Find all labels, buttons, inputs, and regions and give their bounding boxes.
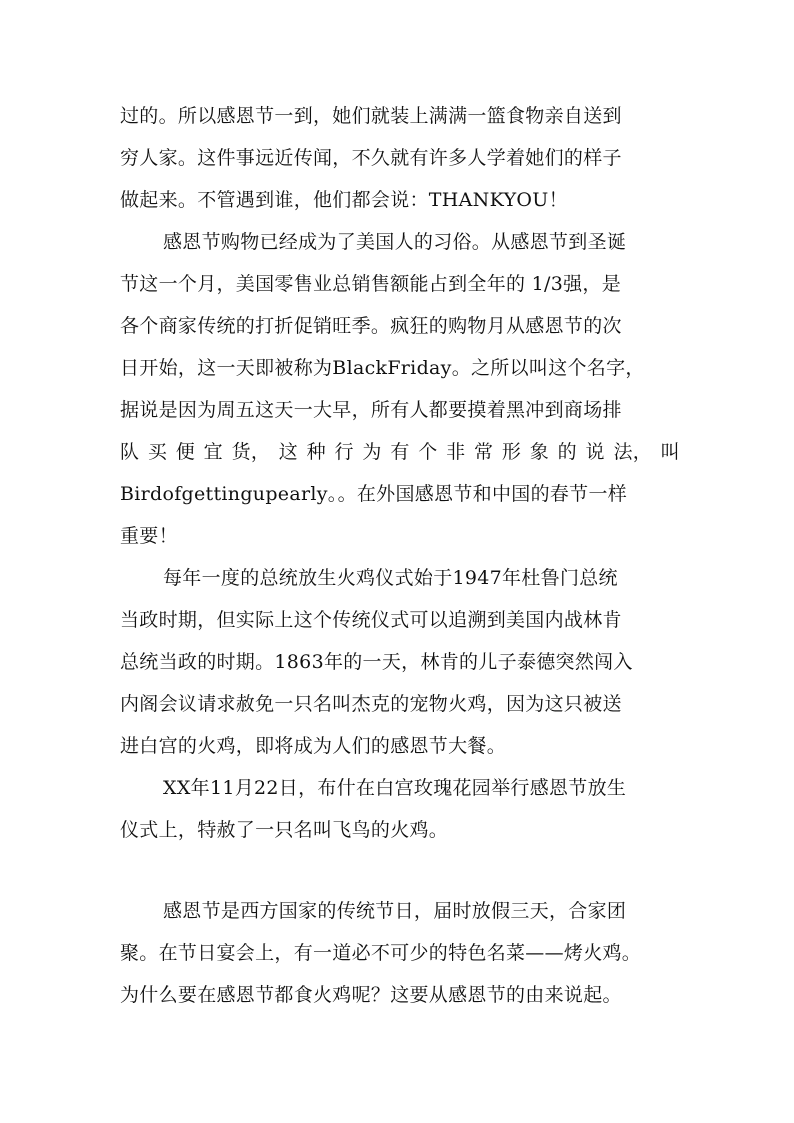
word: 象 <box>529 441 550 463</box>
paragraph-4-line-2: 仪式上，特赦了一只名叫飞鸟的火鸡。 <box>120 819 449 841</box>
paragraph-2-line-6 <box>120 439 680 465</box>
word: 的 <box>557 441 577 463</box>
paragraph-2-line-3: 各个商家传统的打折促销旺季。疯狂的购物月从感恩节的次 <box>120 315 622 337</box>
word: 宜 <box>203 441 223 463</box>
word: 常 <box>473 441 494 463</box>
paragraph-1-line-2: 穷人家。这件事远近传闻，不久就有许多人学着她们的样子 <box>120 147 622 169</box>
word: 便 <box>175 441 196 463</box>
paragraph-4-line-1: XX年11月22日，布什在白宫玫瑰花园举行感恩节放生 <box>163 777 627 799</box>
paragraph-3-line-3: 总统当政的时期。1863年的一天，林肯的儿子泰德突然闯入 <box>120 651 633 673</box>
paragraph-5-line-1: 感恩节是西方国家的传统节日，届时放假三天，合家团 <box>163 900 627 922</box>
word: 说 <box>585 441 605 463</box>
paragraph-2-line-4: 日开始，这一天即被称为BlackFriday。之所以叫这个名字， <box>120 357 645 379</box>
paragraph-1-line-1: 过的。所以感恩节一到，她们就装上满满一篮食物亲自送到 <box>120 105 622 127</box>
word: 买 <box>147 441 168 463</box>
word: 叫 <box>660 441 680 463</box>
word: 个 <box>418 441 438 463</box>
word: 行 <box>334 441 354 463</box>
paragraph-5-line-3: 为什么要在感恩节都食火鸡呢？这要从感恩节的由来说起。 <box>120 984 622 1006</box>
word: 这 <box>278 441 299 463</box>
paragraph-2-line-5: 据说是因为周五这天一大早，所有人都要摸着黑冲到商场排 <box>120 399 622 421</box>
word: 非 <box>446 441 466 463</box>
word: 队 <box>120 441 140 463</box>
paragraph-3-line-1: 每年一度的总统放生火鸡仪式始于1947年杜鲁门总统 <box>163 567 618 589</box>
word: 种 <box>306 441 326 463</box>
paragraph-5-line-2: 聚。在节日宴会上，有一道必不可少的特色名菜——烤火鸡。 <box>120 942 642 964</box>
word: 有 <box>390 441 410 463</box>
word: 货， <box>231 441 271 463</box>
paragraph-3-line-2: 当政时期，但实际上这个传统仪式可以追溯到美国内战林肯 <box>120 609 622 631</box>
paragraph-3-line-4: 内阁会议请求赦免一只名叫杰克的宠物火鸡，因为这只被送 <box>120 693 622 715</box>
paragraph-1-line-3: 做起来。不管遇到谁，他们都会说：THANKYOU！ <box>120 189 568 211</box>
paragraph-2-line-8: 重要！ <box>120 525 178 547</box>
paragraph-2-line-7: Birdofgettingupearly。。在外国感恩节和中国的春节一样 <box>120 483 628 505</box>
word: 为 <box>362 441 382 463</box>
word: 形 <box>501 441 522 463</box>
word: 法， <box>613 441 653 463</box>
paragraph-3-line-5: 进白宫的火鸡，即将成为人们的感恩节大餐。 <box>120 735 507 757</box>
paragraph-2-line-2: 节这一个月，美国零售业总销售额能占到全年的 1/3强，是 <box>120 273 622 295</box>
paragraph-2-line-1: 感恩节购物已经成为了美国人的习俗。从感恩节到圣诞 <box>163 231 627 253</box>
